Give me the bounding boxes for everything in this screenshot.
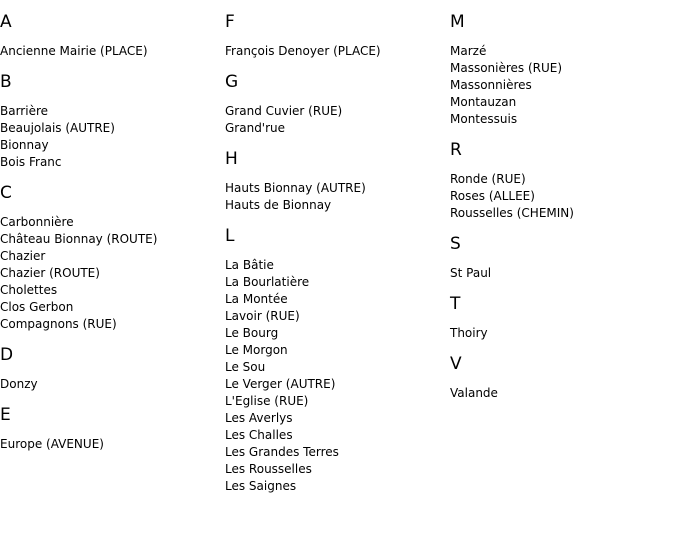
street-link[interactable]: Grand'rue	[225, 121, 286, 135]
street-link[interactable]: L'Eglise (RUE)	[225, 394, 309, 408]
street-link[interactable]: Chazier (ROUTE)	[0, 266, 100, 280]
letter-heading: H	[225, 149, 238, 169]
index-column	[0, 0, 225, 457]
letter-group	[225, 72, 450, 137]
street-link[interactable]: Les Challes	[225, 428, 293, 442]
street-link[interactable]: Le Verger (AUTRE)	[225, 377, 336, 391]
street-link[interactable]: Europe (AVENUE)	[0, 437, 104, 451]
street-list	[450, 325, 675, 342]
street-link[interactable]: Massonnières	[450, 78, 532, 92]
street-link[interactable]: Thoiry	[450, 326, 488, 340]
street-link[interactable]: Grand Cuvier (RUE)	[225, 104, 343, 118]
street-link[interactable]: Le Morgon	[225, 343, 288, 357]
street-list	[225, 180, 450, 214]
street-link[interactable]: La Bourlatière	[225, 275, 310, 289]
letter-group	[225, 12, 450, 60]
street-link[interactable]: Barrière	[0, 104, 49, 118]
letter-heading: F	[225, 12, 235, 32]
street-list	[225, 257, 450, 495]
street-link[interactable]: François Denoyer (PLACE)	[225, 44, 381, 58]
street-link[interactable]: La Montée	[225, 292, 288, 306]
street-list	[0, 376, 225, 393]
street-list	[0, 214, 225, 333]
street-link[interactable]: Clos Gerbon	[0, 300, 74, 314]
street-list	[225, 43, 450, 60]
letter-heading: S	[450, 234, 461, 254]
letter-heading: L	[225, 226, 235, 246]
street-list	[0, 436, 225, 453]
street-link[interactable]: Carbonnière	[0, 215, 74, 229]
index-column	[225, 0, 450, 499]
street-link[interactable]: Donzy	[0, 377, 38, 391]
street-link[interactable]: Les Averlys	[225, 411, 293, 425]
street-link[interactable]: Massonières (RUE)	[450, 61, 563, 75]
letter-group	[0, 12, 225, 60]
street-link[interactable]: St Paul	[450, 266, 492, 280]
street-list	[0, 43, 225, 60]
letter-heading: G	[225, 72, 239, 92]
letter-group	[450, 354, 675, 402]
letter-group	[225, 226, 450, 495]
street-link[interactable]: Cholettes	[0, 283, 58, 297]
street-link[interactable]: Château Bionnay (ROUTE)	[0, 232, 158, 246]
letter-group	[0, 183, 225, 333]
street-list	[450, 265, 675, 282]
street-link[interactable]: Ancienne Mairie (PLACE)	[0, 44, 148, 58]
street-link[interactable]: Bionnay	[0, 138, 49, 152]
street-link[interactable]: Montauzan	[450, 95, 517, 109]
street-list	[450, 171, 675, 222]
letter-heading: C	[0, 183, 12, 203]
street-link[interactable]: Lavoir (RUE)	[225, 309, 300, 323]
street-link[interactable]: Le Sou	[225, 360, 266, 374]
letter-group	[0, 345, 225, 393]
letter-group	[0, 405, 225, 453]
street-link[interactable]: Bois Franc	[0, 155, 62, 169]
letter-group	[0, 72, 225, 171]
letter-group	[450, 234, 675, 282]
street-list	[0, 103, 225, 171]
index-column	[450, 0, 675, 406]
street-link[interactable]: Valande	[450, 386, 498, 400]
letter-group	[450, 12, 675, 128]
street-link[interactable]: Beaujolais (AUTRE)	[0, 121, 115, 135]
street-link[interactable]: Le Bourg	[225, 326, 279, 340]
letter-heading: D	[0, 345, 14, 365]
street-link[interactable]: Roses (ALLEE)	[450, 189, 535, 203]
street-link[interactable]: Hauts de Bionnay	[225, 198, 332, 212]
letter-heading: T	[450, 294, 461, 314]
street-link[interactable]: Les Grandes Terres	[225, 445, 339, 459]
letter-heading: A	[0, 12, 12, 32]
street-link[interactable]: Les Rousselles	[225, 462, 312, 476]
street-link[interactable]: Les Saignes	[225, 479, 297, 493]
street-list	[225, 103, 450, 137]
street-link[interactable]: Chazier	[0, 249, 46, 263]
letter-group	[450, 294, 675, 342]
street-list	[450, 43, 675, 128]
street-link[interactable]: Ronde (RUE)	[450, 172, 526, 186]
street-link[interactable]: Montessuis	[450, 112, 518, 126]
street-link[interactable]: La Bâtie	[225, 258, 274, 272]
letter-heading: V	[450, 354, 462, 374]
street-link[interactable]: Rousselles (CHEMIN)	[450, 206, 574, 220]
street-link[interactable]: Compagnons (RUE)	[0, 317, 117, 331]
letter-heading: R	[450, 140, 462, 160]
letter-heading: B	[0, 72, 12, 92]
street-list	[450, 385, 675, 402]
letter-heading: E	[0, 405, 11, 425]
letter-group	[225, 149, 450, 214]
street-link[interactable]: Hauts Bionnay (AUTRE)	[225, 181, 366, 195]
letter-group	[450, 140, 675, 222]
letter-heading: M	[450, 12, 465, 32]
street-link[interactable]: Marzé	[450, 44, 487, 58]
